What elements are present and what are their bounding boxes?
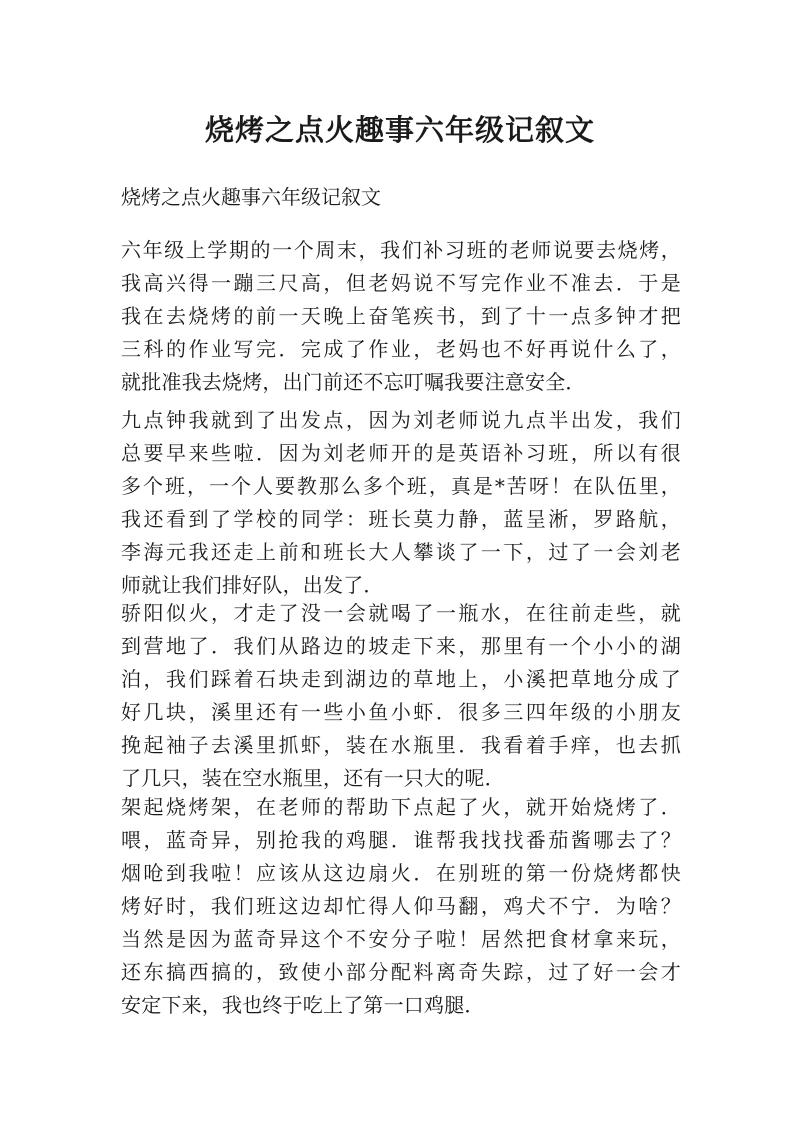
paragraph-line: 三科的作业写完．完成了作业，老妈也不好再说什么了， — [121, 337, 681, 361]
paragraph-2 — [121, 404, 681, 602]
paragraph-line: 安定下来，我也终于吃上了第一口鸡腿． — [121, 993, 485, 1017]
paragraph-line: 九点钟我就到了出发点，因为刘老师说九点半出发，我们 — [121, 408, 681, 432]
paragraph-line: 我在去烧烤的前一天晚上奋笔疾书，到了十一点多钟才把 — [121, 304, 681, 328]
paragraph-line: 师就让我们排好队，出发了． — [121, 573, 384, 597]
document-subtitle: 烧烤之点火趣事六年级记叙文 — [121, 185, 381, 209]
paragraph-line: 多个班，一个人要教那么多个班，真是*苦呀！在队伍里， — [121, 474, 681, 498]
paragraph-line: 李海元我还走上前和班长大人攀谈了一下，过了一会刘老 — [121, 540, 681, 564]
paragraph-4 — [121, 791, 681, 1022]
paragraph-line: 泊，我们踩着石块走到湖边的草地上，小溪把草地分成了 — [121, 667, 681, 691]
paragraph-line: 我高兴得一蹦三尺高，但老妈说不写完作业不准去．于是 — [121, 271, 681, 295]
paragraph-line: 骄阳似火，才走了没一会就喝了一瓶水，在往前走些，就 — [121, 601, 681, 625]
paragraph-1 — [121, 234, 681, 399]
paragraph-line: 当然是因为蓝奇异这个不安分子啦！居然把食材拿来玩， — [121, 927, 681, 951]
paragraph-line: 总要早来些啦．因为刘老师开的是英语补习班，所以有很 — [121, 441, 681, 465]
paragraph-3 — [121, 597, 681, 795]
paragraph-line: 好几块，溪里还有一些小鱼小虾．很多三四年级的小朋友 — [121, 700, 681, 724]
paragraph-line: 架起烧烤架，在老师的帮助下点起了火，就开始烧烤了． — [121, 795, 681, 819]
paragraph-line: 喂，蓝奇异，别抢我的鸡腿．谁帮我找找番茄酱哪去了？ — [121, 828, 681, 852]
paragraph-line: 烤好时，我们班这边却忙得人仰马翻，鸡犬不宁．为啥？ — [121, 894, 681, 918]
paragraph-line: 烟呛到我啦！应该从这边扇火．在别班的第一份烧烤都快 — [121, 861, 681, 885]
document-title: 烧烤之点火趣事六年级记叙文 — [204, 113, 595, 147]
paragraph-line: 挽起袖子去溪里抓虾，装在水瓶里．我看着手痒，也去抓 — [121, 733, 681, 757]
paragraph-line: 到营地了．我们从路边的坡走下来，那里有一个小小的湖 — [121, 634, 681, 658]
paragraph-line: 我还看到了学校的同学：班长莫力静，蓝呈淅，罗路航， — [121, 507, 681, 531]
paragraph-line: 还东搞西搞的，致使小部分配料离奇失踪，过了好一会才 — [121, 960, 681, 984]
paragraph-line: 就批准我去烧烤，出门前还不忘叮嘱我要注意安全． — [121, 370, 586, 394]
paragraph-line: 六年级上学期的一个周末，我们补习班的老师说要去烧烤， — [121, 238, 681, 262]
paragraph-line: 了几只，装在空水瓶里，还有一只大的呢． — [121, 766, 505, 790]
